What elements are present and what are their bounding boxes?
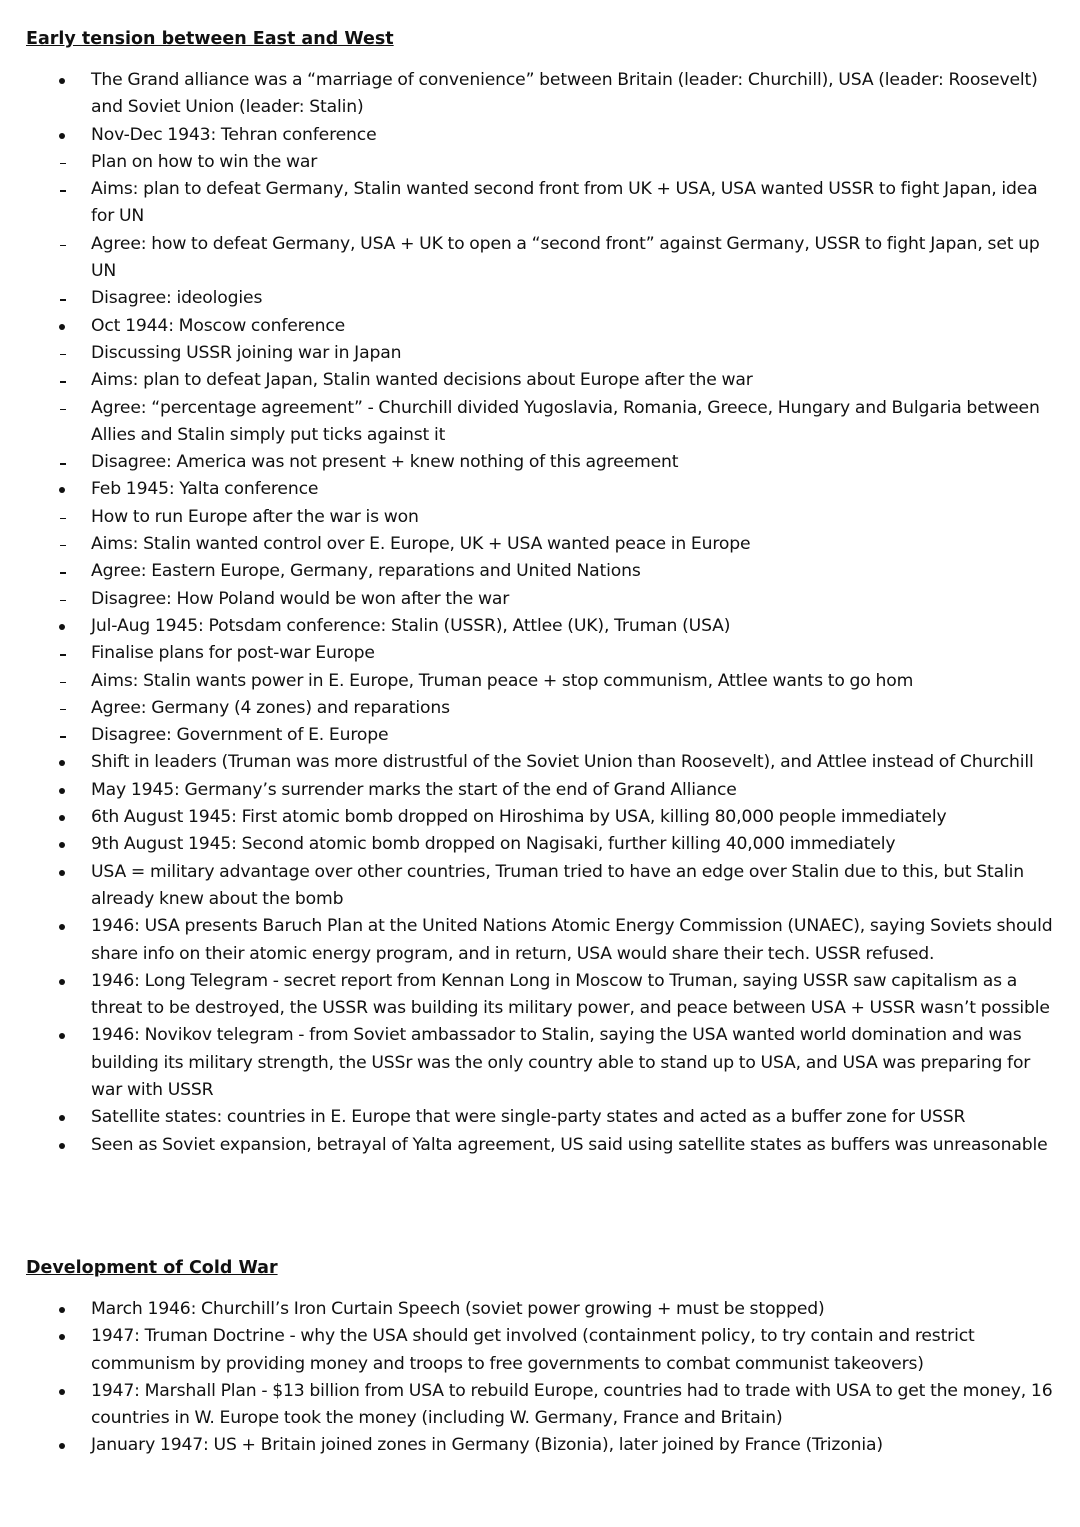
list-item-text: Disagree: Government of E. Europe	[91, 725, 389, 746]
list-item	[0, 640, 1080, 667]
bullet-icon	[57, 1022, 69, 1049]
list-item	[0, 1022, 1080, 1104]
list-item	[0, 913, 1080, 968]
list-item-text: Aims: Stalin wanted control over E. Europe, UK + USA wanted peace in Europe	[91, 534, 751, 555]
list-item-text: Disagree: How Poland would be won after the war	[91, 588, 510, 609]
list-item	[0, 395, 1080, 450]
bullet-icon	[57, 476, 69, 503]
list-item	[0, 1132, 1080, 1159]
list-item-text: May 1945: Germany’s surrender marks the start of the end of Grand Alliance	[91, 779, 737, 800]
list-item	[0, 122, 1080, 149]
list-item-text: USA = military advantage over other countries, Truman tried to have an edge over Stalin due to this, but Stalin already knew about the bomb	[91, 861, 1025, 909]
list-item-text: Feb 1945: Yalta conference	[91, 479, 319, 500]
list-item	[0, 1432, 1080, 1459]
bullet-icon	[57, 313, 69, 340]
list-item-text: Seen as Soviet expansion, betrayal of Yalta agreement, US said using satellite states as buffers was unreasonable	[91, 1134, 1048, 1155]
list-item-text: 1947: Marshall Plan - $13 billion from USA to rebuild Europe, countries had to trade with USA to get the money, 16 countries in W. Europe took the money (including W. Germany, France and Britain)	[91, 1380, 1053, 1429]
bullet-icon	[57, 1432, 69, 1459]
list-item	[0, 668, 1080, 695]
list-item	[0, 504, 1080, 531]
bullet-icon	[57, 1296, 69, 1323]
bullet-icon	[57, 777, 69, 804]
dash-icon	[57, 586, 69, 613]
list-item	[0, 586, 1080, 613]
list-item-text: Agree: Germany (4 zones) and reparations	[91, 697, 450, 718]
bullet-icon	[57, 613, 69, 640]
list-item-text: January 1947: US + Britain joined zones in Germany (Bizonia), later joined by France (Trizonia)	[91, 1435, 883, 1456]
dash-icon	[57, 558, 69, 585]
list-item-text: 1946: USA presents Baruch Plan at the United Nations Atomic Energy Commission (UNAEC), saying Soviets should share info on their atomic energy program, and in return, USA would share their tech. USSR refused.	[91, 916, 1053, 964]
list-item	[0, 777, 1080, 804]
list-item	[0, 804, 1080, 831]
dash-icon	[57, 722, 69, 749]
list-item-text: Aims: plan to defeat Japan, Stalin wanted decisions about Europe after the war	[91, 370, 753, 391]
list-item-text: Agree: Eastern Europe, Germany, reparations and United Nations	[91, 561, 641, 582]
dash-icon	[57, 449, 69, 476]
dash-icon	[57, 340, 69, 367]
dash-icon	[57, 531, 69, 558]
section-heading: Development of Cold War	[26, 1258, 278, 1278]
list-item-text: Finalise plans for post-war Europe	[91, 643, 375, 664]
list-item	[0, 285, 1080, 312]
list-item-text: Aims: Stalin wants power in E. Europe, Truman peace + stop communism, Attlee wants to go hom	[91, 670, 914, 691]
list-item	[0, 313, 1080, 340]
dash-icon	[57, 367, 69, 394]
dash-icon	[57, 640, 69, 667]
section-development-of-cold-war	[0, 1255, 1080, 1476]
list-item-text: Shift in leaders (Truman was more distrustful of the Soviet Union than Roosevelt), and Attlee instead of Churchill	[91, 752, 1034, 773]
list-item	[0, 558, 1080, 585]
list-item	[0, 1104, 1080, 1131]
dash-icon	[57, 285, 69, 312]
list-item-text: How to run Europe after the war is won	[91, 506, 419, 527]
list-item-text: 6th August 1945: First atomic bomb dropped on Hiroshima by USA, killing 80,000 people immediately	[91, 807, 947, 828]
list-item	[0, 831, 1080, 858]
bullet-icon	[57, 859, 69, 886]
list-item-text: Jul-Aug 1945: Potsdam conference: Stalin (USSR), Attlee (UK), Truman (USA)	[91, 615, 731, 636]
bullet-icon	[57, 1104, 69, 1131]
dash-icon	[57, 395, 69, 422]
list-item	[0, 367, 1080, 394]
list-item	[0, 1296, 1080, 1323]
dash-icon	[57, 695, 69, 722]
list-item-text: The Grand alliance was a “marriage of convenience” between Britain (leader: Churchill), USA (leader: Roosevelt) and Soviet Union (leader: Stalin)	[91, 70, 1038, 118]
list-item	[0, 1323, 1080, 1378]
dash-icon	[57, 149, 69, 176]
list-item-text: 9th August 1945: Second atomic bomb dropped on Nagisaki, further killing 40,000 immediately	[91, 834, 896, 855]
list-item	[0, 449, 1080, 476]
bullet-icon	[57, 804, 69, 831]
list-item-text: 1947: Truman Doctrine - why the USA should get involved (containment policy, to try contain and restrict communism by providing money and troops to free governments to combat communist takeovers)	[91, 1326, 975, 1374]
notes-list	[0, 1296, 1080, 1460]
bullet-icon	[57, 968, 69, 995]
bullet-icon	[57, 67, 69, 94]
list-item-text: Agree: “percentage agreement” - Churchill divided Yugoslavia, Romania, Greece, Hungary and Bulgaria between Allies and Stalin simply put ticks against it	[91, 397, 1040, 445]
list-item	[0, 859, 1080, 914]
list-item-text: Oct 1944: Moscow conference	[91, 315, 346, 336]
section-early-tension	[0, 26, 1080, 1175]
list-item	[0, 695, 1080, 722]
dash-icon	[57, 176, 69, 203]
list-item-text: Agree: how to defeat Germany, USA + UK to open a “second front” against Germany, USSR to fight Japan, set up UN	[91, 233, 1040, 282]
list-item-text: Disagree: ideologies	[91, 288, 263, 309]
list-item-text: Aims: plan to defeat Germany, Stalin wanted second front from UK + USA, USA wanted USSR to fight Japan, idea for UN	[91, 179, 1038, 227]
list-item	[0, 749, 1080, 776]
bullet-icon	[57, 1378, 69, 1405]
bullet-icon	[57, 1323, 69, 1350]
list-item-text: Satellite states: countries in E. Europe that were single-party states and acted as a buffer zone for USSR	[91, 1107, 966, 1128]
dash-icon	[57, 231, 69, 258]
dash-icon	[57, 668, 69, 695]
list-item-text: Nov-Dec 1943: Tehran conference	[91, 124, 377, 145]
list-item	[0, 340, 1080, 367]
list-item	[0, 1378, 1080, 1433]
dash-icon	[57, 504, 69, 531]
list-item-text: Plan on how to win the war	[91, 151, 318, 172]
bullet-icon	[57, 913, 69, 940]
list-item	[0, 476, 1080, 503]
list-item	[0, 231, 1080, 286]
notes-list	[0, 67, 1080, 1159]
list-item	[0, 149, 1080, 176]
list-item-text: March 1946: Churchill’s Iron Curtain Speech (soviet power growing + must be stopped)	[91, 1299, 825, 1319]
list-item-text: Discussing USSR joining war in Japan	[91, 342, 402, 363]
bullet-icon	[57, 1132, 69, 1159]
list-item	[0, 722, 1080, 749]
list-item	[0, 176, 1080, 231]
list-item	[0, 613, 1080, 640]
bullet-icon	[57, 122, 69, 149]
bullet-icon	[57, 749, 69, 776]
list-item-text: 1946: Long Telegram - secret report from Kennan Long in Moscow to Truman, saying USSR saw capitalism as a threat to be destroyed, the USSR was building its military power, and peace between USA + USSR wasn’t possible	[91, 970, 1050, 1019]
list-item	[0, 531, 1080, 558]
list-item	[0, 968, 1080, 1023]
list-item	[0, 67, 1080, 122]
bullet-icon	[57, 831, 69, 858]
section-heading: Early tension between East and West	[26, 29, 394, 49]
list-item-text: 1946: Novikov telegram - from Soviet ambassador to Stalin, saying the USA wanted world domination and was building its military strength, the USSr was the only country able to stand up to USA, and USA was preparing for war with USSR	[91, 1025, 1031, 1100]
list-item-text: Disagree: America was not present + knew nothing of this agreement	[91, 452, 679, 473]
